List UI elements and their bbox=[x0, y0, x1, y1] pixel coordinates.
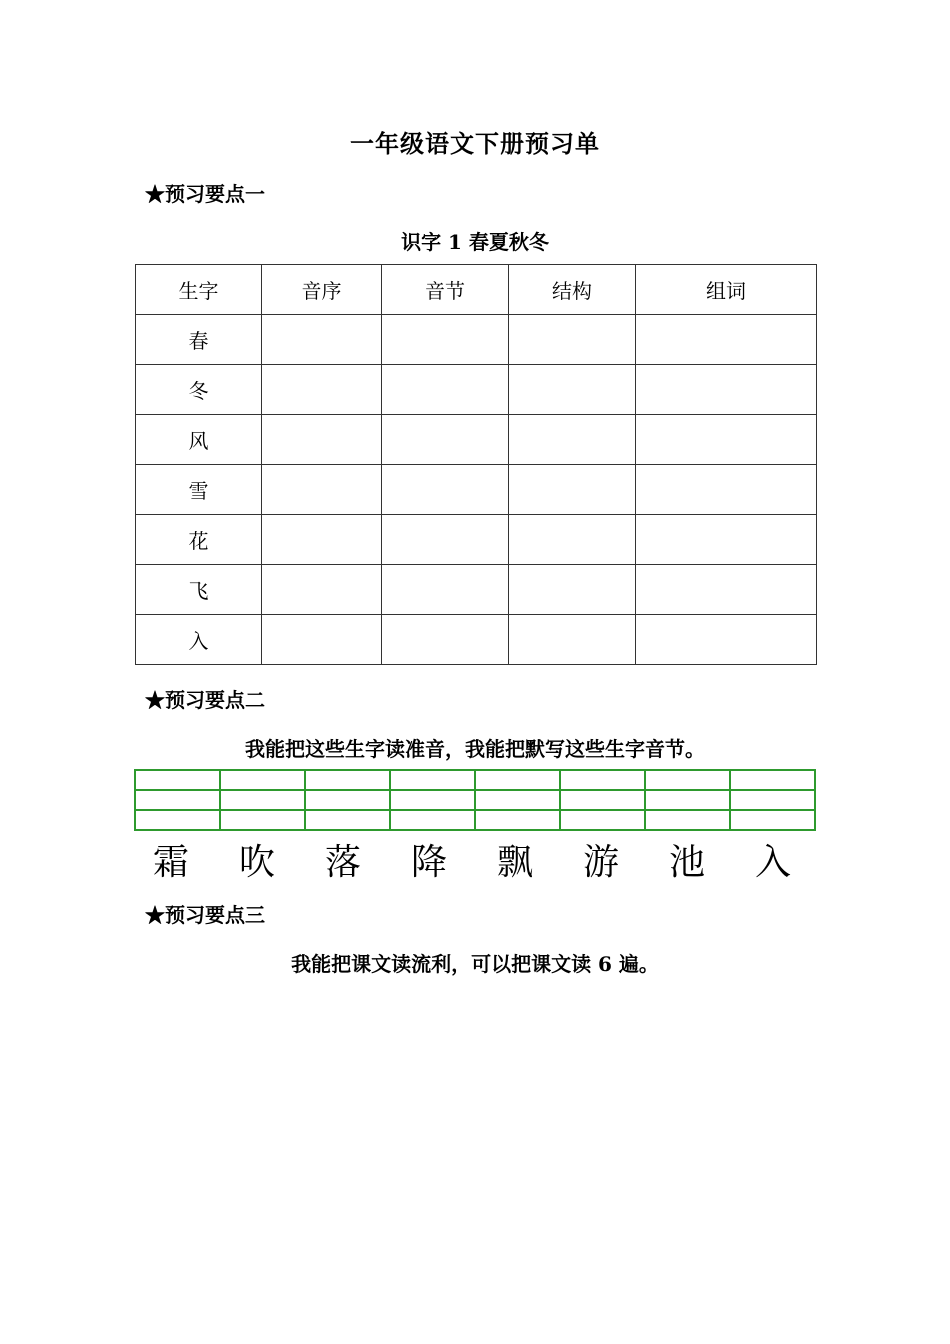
grid-line-row bbox=[135, 790, 815, 810]
character-cell: 风 bbox=[136, 415, 262, 465]
blank-cell[interactable] bbox=[636, 465, 817, 515]
table-row bbox=[136, 465, 817, 515]
grid-cell[interactable] bbox=[645, 770, 730, 790]
table-header-row bbox=[136, 265, 817, 315]
grid-cell[interactable] bbox=[135, 810, 220, 830]
blank-cell[interactable] bbox=[636, 315, 817, 365]
header-cell: 音序 bbox=[262, 265, 382, 315]
character-cell: 入 bbox=[136, 615, 262, 665]
blank-cell[interactable] bbox=[509, 615, 636, 665]
character-cell: 春 bbox=[136, 315, 262, 365]
section-heading-2: ★预习要点二 bbox=[145, 688, 265, 712]
blank-cell[interactable] bbox=[636, 365, 817, 415]
blank-cell[interactable] bbox=[262, 315, 382, 365]
grid-cell[interactable] bbox=[475, 790, 560, 810]
blank-cell[interactable] bbox=[382, 415, 509, 465]
blank-cell[interactable] bbox=[382, 315, 509, 365]
writing-character: 吹 bbox=[238, 842, 275, 883]
vocab-table bbox=[135, 264, 817, 665]
header-cell: 组词 bbox=[636, 265, 817, 315]
grid-cell[interactable] bbox=[645, 790, 730, 810]
grid-cell[interactable] bbox=[560, 810, 645, 830]
writing-character: 落 bbox=[324, 842, 361, 883]
blank-cell[interactable] bbox=[382, 515, 509, 565]
pinyin-writing-grid[interactable] bbox=[134, 769, 816, 831]
blank-cell[interactable] bbox=[262, 415, 382, 465]
section3-instruction: 我能把课文读流利，可以把课文读 6 遍。 bbox=[291, 952, 659, 976]
grid-cell[interactable] bbox=[220, 770, 305, 790]
grid-cell[interactable] bbox=[730, 770, 815, 790]
blank-cell[interactable] bbox=[262, 365, 382, 415]
writing-character: 游 bbox=[582, 842, 619, 883]
character-cell: 花 bbox=[136, 515, 262, 565]
blank-cell[interactable] bbox=[509, 415, 636, 465]
grid-cell[interactable] bbox=[135, 790, 220, 810]
grid-cell[interactable] bbox=[645, 810, 730, 830]
lesson-title: 识字 1 春夏秋冬 bbox=[401, 230, 549, 254]
table-row bbox=[136, 515, 817, 565]
grid-cell[interactable] bbox=[560, 790, 645, 810]
blank-cell[interactable] bbox=[262, 515, 382, 565]
grid-cell[interactable] bbox=[475, 810, 560, 830]
header-cell: 音节 bbox=[382, 265, 509, 315]
document-title: 一年级语文下册预习单 bbox=[350, 129, 600, 158]
section2-instruction: 我能把这些生字读准音，我能把默写这些生字音节。 bbox=[245, 737, 705, 761]
writing-characters-row bbox=[128, 838, 816, 888]
blank-cell[interactable] bbox=[509, 465, 636, 515]
blank-cell[interactable] bbox=[382, 565, 509, 615]
table-row bbox=[136, 565, 817, 615]
table-row bbox=[136, 615, 817, 665]
grid-cell[interactable] bbox=[390, 810, 475, 830]
table-row bbox=[136, 365, 817, 415]
blank-cell[interactable] bbox=[382, 465, 509, 515]
grid-cell[interactable] bbox=[475, 770, 560, 790]
blank-cell[interactable] bbox=[382, 365, 509, 415]
grid-cell[interactable] bbox=[305, 810, 390, 830]
grid-cell[interactable] bbox=[730, 790, 815, 810]
header-cell: 生字 bbox=[136, 265, 262, 315]
blank-cell[interactable] bbox=[636, 565, 817, 615]
blank-cell[interactable] bbox=[382, 615, 509, 665]
blank-cell[interactable] bbox=[509, 365, 636, 415]
grid-cell[interactable] bbox=[220, 790, 305, 810]
writing-character: 降 bbox=[410, 842, 447, 883]
character-cell: 飞 bbox=[136, 565, 262, 615]
grid-cell[interactable] bbox=[560, 770, 645, 790]
blank-cell[interactable] bbox=[509, 515, 636, 565]
section-heading-3: ★预习要点三 bbox=[145, 903, 265, 927]
blank-cell[interactable] bbox=[262, 465, 382, 515]
blank-cell[interactable] bbox=[636, 415, 817, 465]
grid-line-row bbox=[135, 810, 815, 830]
blank-cell[interactable] bbox=[509, 565, 636, 615]
grid-cell[interactable] bbox=[305, 770, 390, 790]
blank-cell[interactable] bbox=[509, 315, 636, 365]
character-cell: 冬 bbox=[136, 365, 262, 415]
writing-character: 池 bbox=[668, 842, 705, 883]
writing-character: 入 bbox=[754, 842, 791, 883]
grid-cell[interactable] bbox=[135, 770, 220, 790]
grid-cell[interactable] bbox=[305, 790, 390, 810]
blank-cell[interactable] bbox=[262, 615, 382, 665]
blank-cell[interactable] bbox=[262, 565, 382, 615]
section-heading-1: ★预习要点一 bbox=[145, 182, 265, 206]
writing-character: 霜 bbox=[152, 842, 189, 883]
table-row bbox=[136, 415, 817, 465]
table-row bbox=[136, 315, 817, 365]
grid-cell[interactable] bbox=[390, 770, 475, 790]
writing-character: 飘 bbox=[496, 842, 533, 883]
grid-cell[interactable] bbox=[730, 810, 815, 830]
character-cell: 雪 bbox=[136, 465, 262, 515]
grid-line-row bbox=[135, 770, 815, 790]
grid-cell[interactable] bbox=[390, 790, 475, 810]
grid-cell[interactable] bbox=[220, 810, 305, 830]
blank-cell[interactable] bbox=[636, 615, 817, 665]
blank-cell[interactable] bbox=[636, 515, 817, 565]
header-cell: 结构 bbox=[509, 265, 636, 315]
